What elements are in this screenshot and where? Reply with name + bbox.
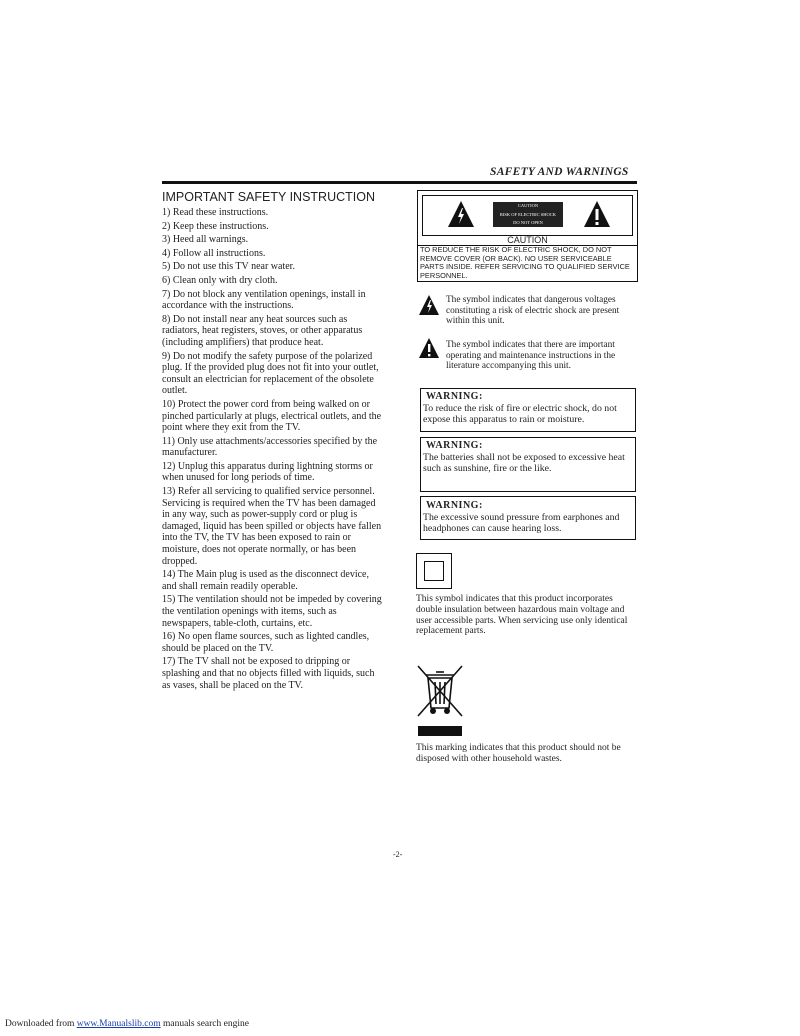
caution-text: TO REDUCE THE RISK OF ELECTRIC SHOCK, DO NOT REMOVE COVER (OR BACK). NO USER SERVICEABLE PARTS INSIDE. REFER SERVICING TO QUALIFIED SERVICE PERSONNEL. [420,245,630,280]
instruction-item: 5) Do not use this TV near water. [162,261,295,273]
page-number: -2- [393,850,403,859]
section-title: SAFETY AND WARNINGS [490,166,629,178]
caution-box [417,190,638,282]
instruction-item: 8) Do not install near any heat sources such as radiators, heat registers, stoves, or other apparatus (including amplifiers) that produce heat. [162,313,363,348]
warning-text: The batteries shall not be exposed to excessive heat such as sunshine, fire or the like. [423,452,625,475]
double-insulation-inner-square [424,561,444,581]
footer-prefix: Downloaded from [5,1019,77,1029]
lightning-triangle-icon [418,294,440,316]
instruction-item: 4) Follow all instructions. [162,247,266,259]
instruction-item: 3) Heed all warnings. [162,234,249,246]
caution-label-top: CAUTION [517,203,539,208]
instruction-item: 11) Only use attachments/accessories specified by the manufacturer. [162,435,378,459]
instruction-item: 13) Refer all servicing to qualified service personnel. Servicing is required when the TV has been damaged in any way, such as power-supply cord or plug is damaged, liquid has been spilled or objects have fallen into the TV, the TV has been exposed to rain or moisture, does not operate normally, or has been dropped. [162,486,382,567]
header-rule [162,181,637,184]
warning-title: WARNING: [426,500,483,511]
exclamation-symbol-text: The symbol indicates that there are important operating and maintenance instructions in the literature accompanying this unit. [446,340,616,372]
manualslib-link[interactable]: www.Manualslib.com [76,1019,161,1029]
instruction-item: 16) No open flame sources, such as lighted candles, should be placed on the TV. [162,631,370,654]
lightning-symbol-text: The symbol indicates that dangerous voltages constituting a risk of electric shock are present within this unit. [446,295,620,327]
warning-title: WARNING: [426,391,483,402]
safety-instructions [162,190,384,693]
warning-box-hearing [420,496,636,540]
instruction-item: 7) Do not block any ventilation openings, install in accordance with the instructions. [162,288,366,312]
footer-suffix: manuals search engine [160,1019,249,1029]
warning-text: The excessive sound pressure from earphones and headphones can cause hearing loss. [423,512,620,535]
weee-text: This marking indicates that this product should not be disposed with other household wastes. [416,743,621,764]
caution-label-panel [422,195,633,236]
double-insulation-text: This symbol indicates that this product incorporates double insulation between hazardous main voltage and user accessible parts. When servicing use only identical replacement parts. [416,594,628,637]
instruction-item: 12) Unplug this apparatus during lightning storms or when unused for long periods of time. [162,460,373,484]
instruction-item: 17) The TV shall not be exposed to dripping or splashing and that no objects filled with liquids, such as vases, shall be placed on the TV. [162,656,375,691]
caution-label [493,202,563,227]
double-insulation-icon [416,553,452,589]
exclamation-triangle-icon [583,200,611,228]
instruction-item: 15) The ventilation should not be impeded by covering the ventilation openings with items, such as newspapers, table-cloth, curtains, etc. [162,594,382,629]
download-footer [5,1019,249,1029]
caution-label-bottom: DO NOT OPEN [513,220,543,225]
instructions-heading: IMPORTANT SAFETY INSTRUCTION [162,190,375,204]
warning-box-batteries [420,437,636,492]
caution-word: CAUTION [507,235,548,245]
instruction-item: 9) Do not modify the safety purpose of the polarized plug. If the provided plug does not fit into your outlet, consult an electrician for replacement of the obsolete outlet. [162,350,379,397]
warning-title: WARNING: [426,440,483,451]
exclamation-triangle-icon [418,337,440,359]
caution-label-mid: RISK OF ELECTRIC SHOCK [499,212,557,217]
lightning-triangle-icon [447,200,475,228]
instruction-item: 10) Protect the power cord from being walked on or pinched particularly at plugs, electrical outlets, and the point where they exit from the TV. [162,398,382,434]
instructions-list [162,207,384,691]
instruction-item: 6) Clean only with dry cloth. [162,274,278,286]
warning-text: To reduce the risk of fire or electric shock, do not expose this apparatus to rain or moisture. [423,403,617,426]
instruction-item: 14) The Main plug is used as the disconnect device, and shall remain readily operable. [162,569,369,592]
instruction-item: 1) Read these instructions. [162,207,269,218]
instruction-item: 2) Keep these instructions. [162,220,269,232]
warning-box-moisture [420,388,636,432]
crossed-out-wheelie-bin-icon [416,664,464,738]
